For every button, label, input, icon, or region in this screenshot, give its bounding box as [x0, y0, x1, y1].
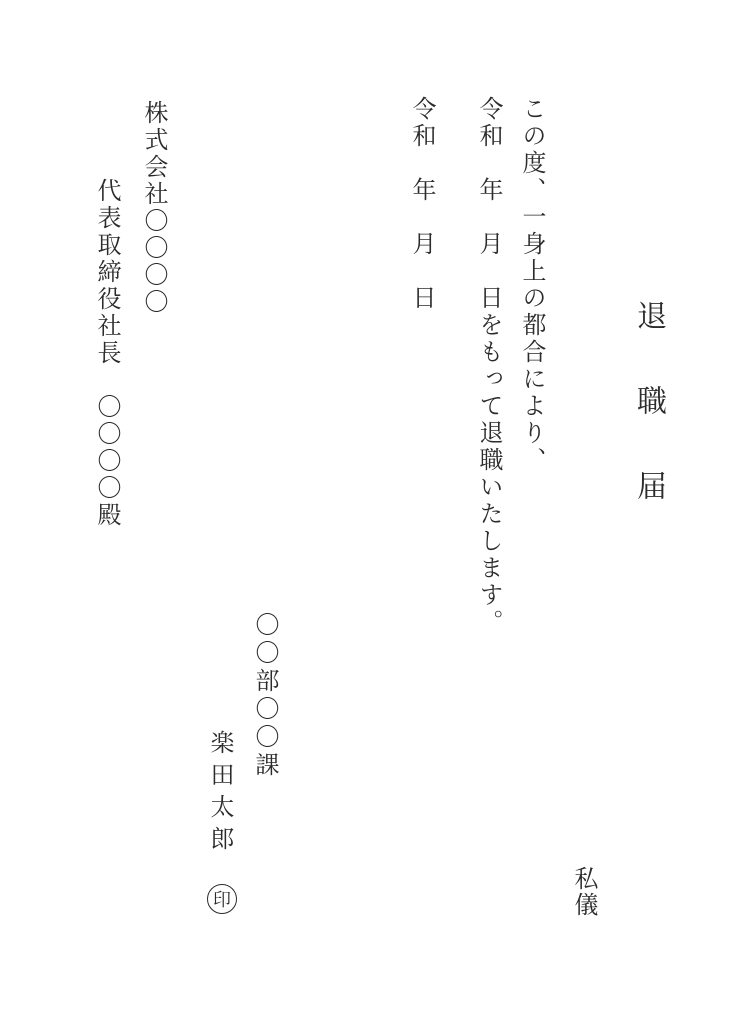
document-title: 退 職 届 — [631, 300, 666, 510]
employee-name: 楽田太郎 — [206, 730, 234, 858]
body-text-line-2: 令和 年 月 日をもって退職いたします。 — [475, 96, 503, 636]
department-label: 〇〇部〇〇課 — [251, 612, 279, 780]
body-text-line-1: この度、一身上の都合により、 — [518, 96, 546, 474]
author-label: 私儀 — [570, 866, 598, 918]
recipient-name: 代表取締役社長 〇〇〇〇殿 — [93, 178, 121, 529]
company-name: 株式会社〇〇〇〇 — [140, 100, 168, 316]
seal-stamp-icon: 印 — [207, 884, 237, 914]
submission-date: 令和 年 月 日 — [408, 96, 436, 312]
